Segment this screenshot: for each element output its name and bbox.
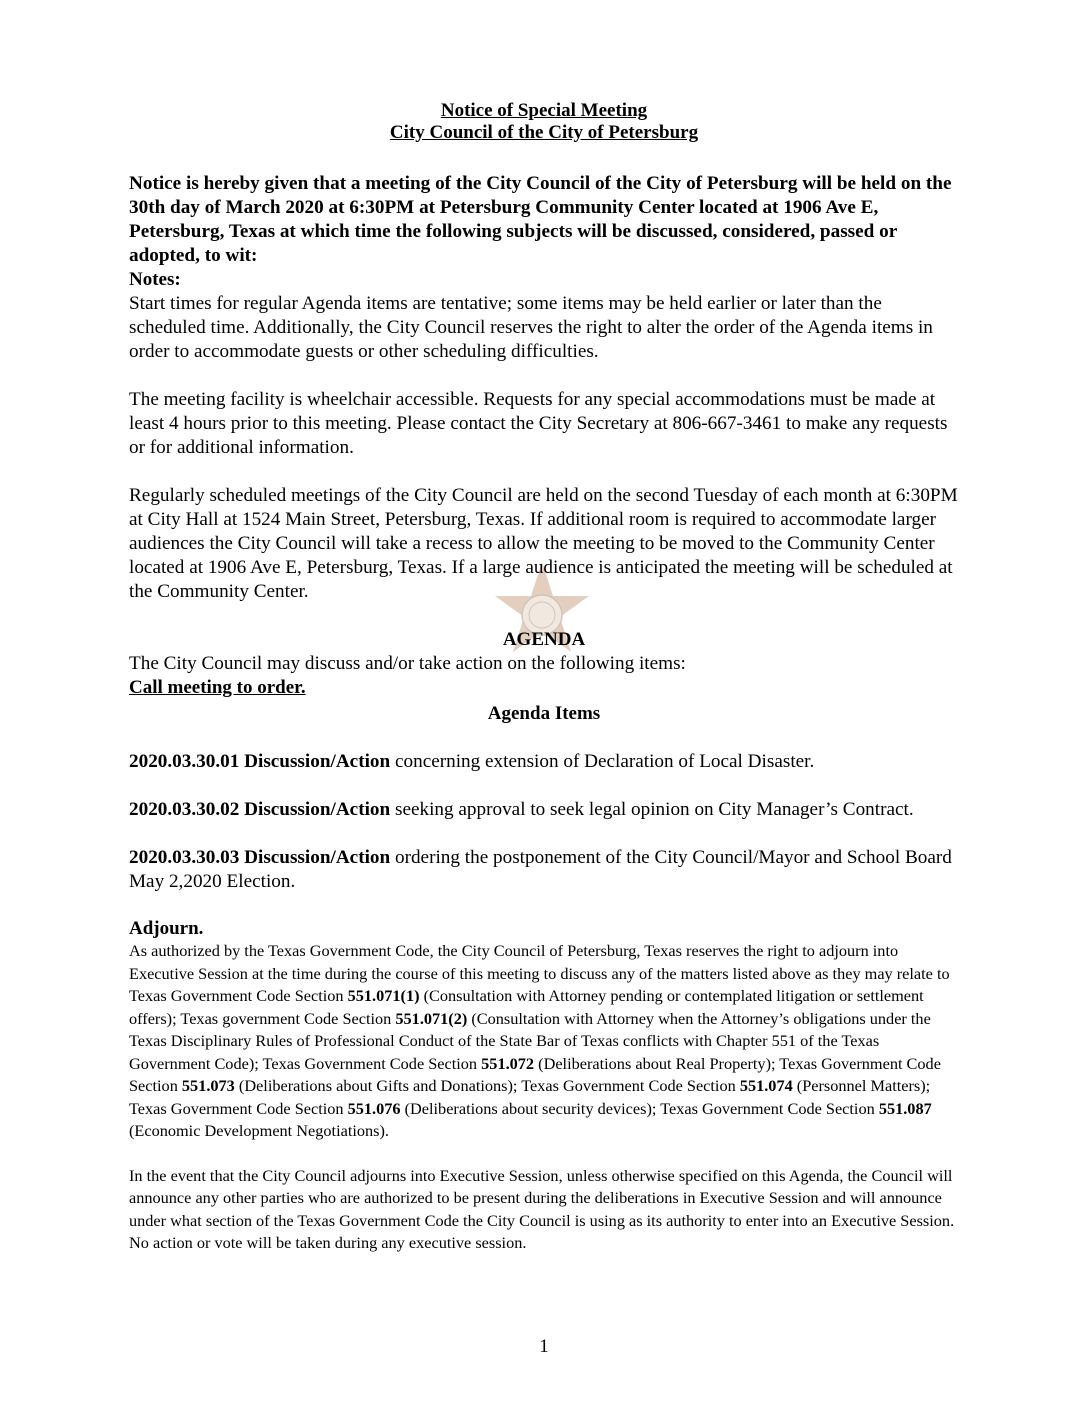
agenda-item-text: concerning extension of Declaration of Local Disaster.: [390, 751, 815, 772]
notice-document: [129, 100, 959, 1255]
code-section-number: 551.073: [181, 1076, 235, 1095]
adjourn-text-segment: (Deliberations about Real Property); Texas Government Code Section: [129, 1053, 941, 1095]
code-section-number: 551.071(1): [347, 986, 420, 1005]
page-number: 1: [539, 1336, 549, 1357]
agenda-lead: The City Council may discuss and/or take action on the following items:: [129, 653, 686, 674]
adjourn-text-segment: (Consultation with Attorney when the Attorney’s obligations under the Texas Disciplinary Rules of Professional Conduct of the State Bar of Texas conflicts with Chapter 551 of the Texas Government Code); Texas Government Code Section: [129, 1008, 931, 1073]
agenda-item-text: ordering the postponement of the City Council/Mayor and School Board May 2,2020 Election.: [129, 847, 952, 892]
document-subtitle: City Council of the City of Petersburg: [389, 122, 699, 143]
adjourn-text-segment: (Consultation with Attorney pending or contemplated litigation or settlement offers); Texas government Code Section: [129, 986, 924, 1028]
call-to-order: Call meeting to order.: [129, 677, 306, 698]
adjourn-text-segment: (Economic Development Negotiations).: [129, 1121, 389, 1140]
code-section-number: 551.087: [878, 1098, 932, 1118]
executive-session-paragraph: In the event that the City Council adjourns into Executive Session, unless otherwise specified on this Agenda, the Council will announce any other parties who are authorized to be present during the deliberations in Executive Session and will announce under what section of the Texas Government Code the City Council is using as its authority to enter into an Executive Session. No action or vote will be taken during any executive session.: [129, 1165, 955, 1252]
agenda-item-number: 2020.03.30.02 Discussion/Action: [129, 799, 391, 820]
adjourn-text-segment: As authorized by the Texas Government Code, the City Council of Petersburg, Texas reserves the right to adjourn into Executive Session at the time during the course of this meeting to discuss any of the matters listed above as they may relate to Texas Government Code Section: [129, 941, 950, 1005]
code-section-number: 551.076: [347, 1098, 401, 1118]
notes-label: Notes:: [129, 269, 181, 290]
code-section-number: 551.074: [739, 1076, 793, 1095]
document-title: Notice of Special Meeting: [440, 100, 648, 121]
code-section-number: 551.072: [481, 1053, 535, 1073]
agenda-item: [129, 798, 959, 822]
adjourn-label: Adjourn.: [129, 918, 204, 939]
agenda-item-number: 2020.03.30.03 Discussion/Action: [129, 847, 391, 868]
agenda-heading: AGENDA: [502, 629, 586, 650]
executive-session-authority-paragraph: [129, 940, 959, 1143]
agenda-items-heading: Agenda Items: [487, 703, 601, 724]
meeting-notice-intro: Notice is hereby given that a meeting of the City Council of the City of Petersburg will be held on the 30th day of March 2020 at 6:30PM at Petersburg Community Center located at 1906 Ave E, Petersburg, Texas at which time the following subjects will be discussed, considered, passed or adopted, to wit:: [129, 173, 952, 266]
agenda-item-number: 2020.03.30.01 Discussion/Action: [129, 751, 391, 772]
notes-paragraph-start-times: Start times for regular Agenda items are tentative; some items may be held earlier or later than the scheduled time. Additionally, the City Council reserves the right to alter the order of the Agenda items in order to accommodate guests or other scheduling difficulties.: [129, 293, 933, 362]
agenda-item: [129, 750, 959, 774]
code-section-number: 551.071(2): [395, 1008, 468, 1028]
notes-paragraph-accessibility: The meeting facility is wheelchair accessible. Requests for any special accommodations must be made at least 4 hours prior to this meeting. Please contact the City Secretary at 806-667-3461 to make any requests or for additional information.: [129, 389, 948, 458]
agenda-item: [129, 846, 959, 894]
adjourn-text-segment: (Personnel Matters); Texas Government Code Section: [129, 1076, 931, 1118]
agenda-item-text: seeking approval to seek legal opinion on City Manager’s Contract.: [390, 799, 914, 820]
adjourn-text-segment: (Deliberations about Gifts and Donations); Texas Government Code Section: [234, 1076, 740, 1095]
adjourn-text-segment: (Deliberations about security devices); Texas Government Code Section: [400, 1098, 879, 1118]
notes-paragraph-regular-meetings: Regularly scheduled meetings of the City Council are held on the second Tuesday of each month at 6:30PM at City Hall at 1524 Main Street, Petersburg, Texas. If additional room is required to accommodate larger audiences the City Council will take a recess to allow the meeting to be moved to the Community Center located at 1906 Ave E, Petersburg, Texas. If a large audience is anticipated the meeting will be scheduled at the Community Center.: [129, 485, 958, 602]
